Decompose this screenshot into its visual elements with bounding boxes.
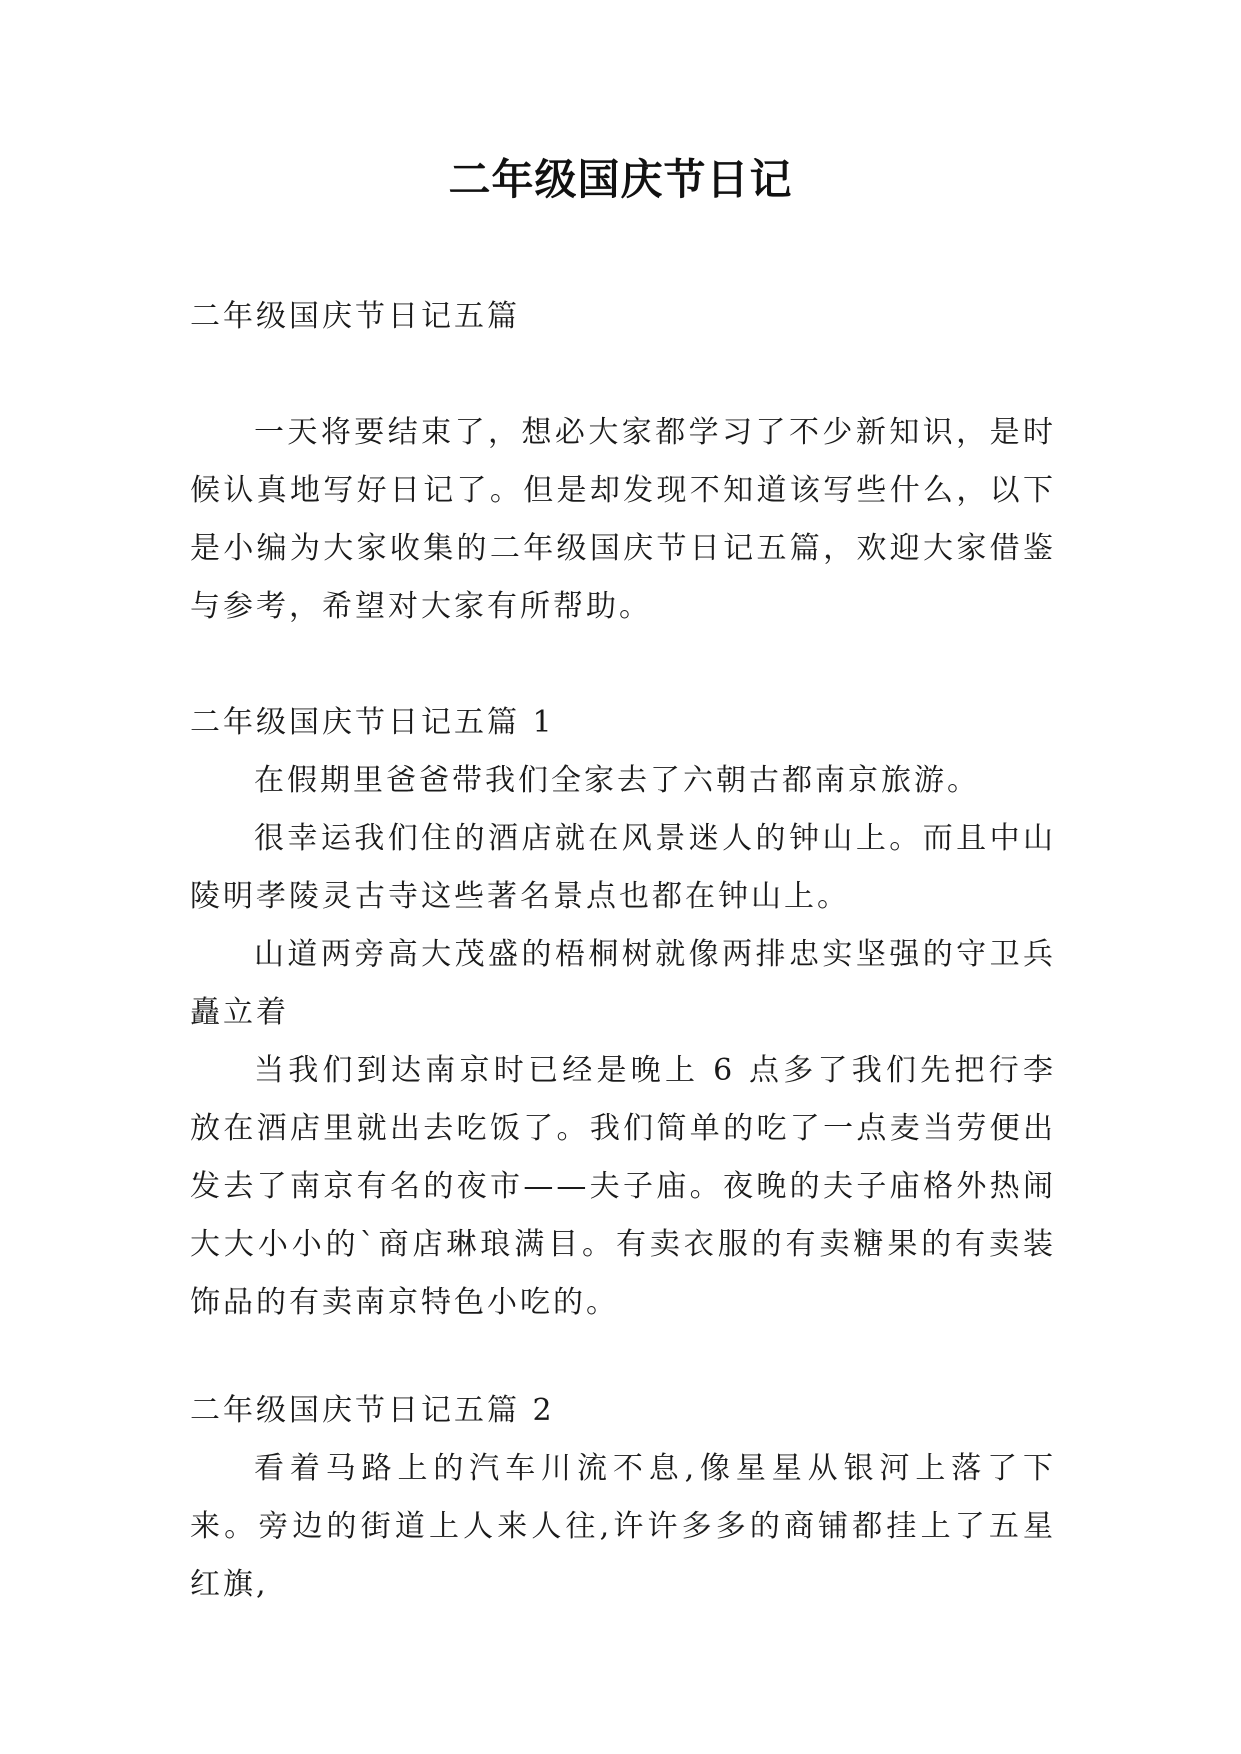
subtitle: 二年级国庆节日记五篇 [190,299,520,334]
section-2-paragraph: 看着马路上的汽车川流不息,像星星从银河上落了下来。旁边的街道上人来人往,许许多多的商铺都挂上了五星红旗, [190,1451,1056,1602]
intro-paragraph: 一天将要结束了，想必大家都学习了不少新知识，是时候认真地写好日记了。但是却发现不知道该写些什么，以下是小编为大家收集的二年级国庆节日记五篇，欢迎大家借鉴与参考，希望对大家有所帮助。 [190,415,1056,624]
section-2-heading: 二年级国庆节日记五篇 2 [190,1393,555,1428]
section-1-paragraph: 山道两旁高大茂盛的梧桐树就像两排忠实坚强的守卫兵矗立着 [190,937,1056,1030]
document-title: 二年级国庆节日记 [448,155,793,204]
section-1-paragraph: 很幸运我们住的酒店就在风景迷人的钟山上。而且中山陵明孝陵灵古寺这些著名景点也都在钟山上。 [190,821,1056,914]
section-1-heading: 二年级国庆节日记五篇 1 [190,705,555,740]
document-body [190,288,1056,1614]
section-1-paragraph: 在假期里爸爸带我们全家去了六朝古都南京旅游。 [254,763,980,798]
section-1-paragraph: 当我们到达南京时已经是晚上 6 点多了我们先把行李放在酒店里就出去吃饭了。我们简单的吃了一点麦当劳便出发去了南京有名的夜市——夫子庙。夜晚的夫子庙格外热闹大大小小的`商店琳琅满目。有卖衣服的有卖糖果的有卖装饰品的有卖南京特色小吃的。 [190,1053,1056,1320]
